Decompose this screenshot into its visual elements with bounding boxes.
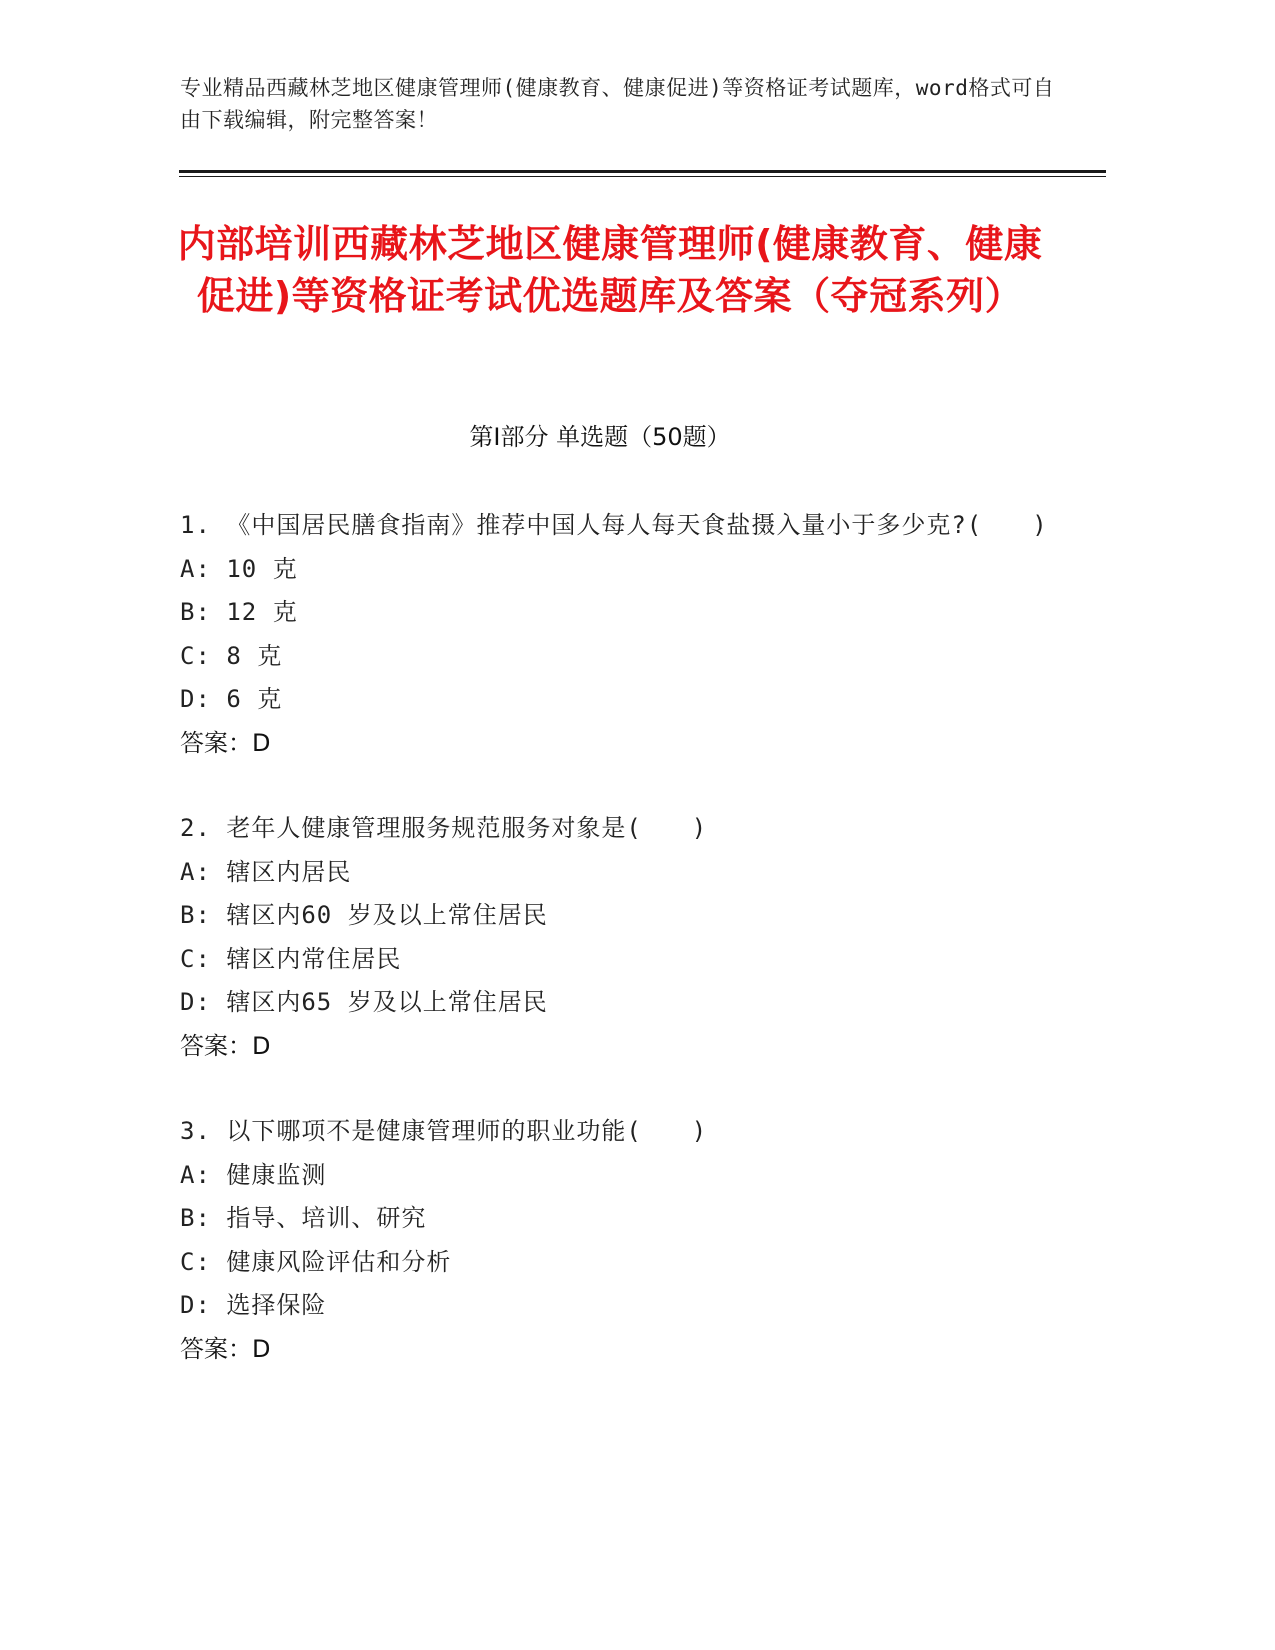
question-item (180, 504, 1060, 765)
option-a: A: 10 克 (180, 554, 298, 583)
header-note: 专业精品西藏林芝地区健康管理师(健康教育、健康促进)等资格证考试题库，word格式可自由下载编辑，附完整答案！ (180, 76, 1055, 132)
option-a: A: 健康监测 (180, 1160, 327, 1189)
option-b: B: 辖区内60 岁及以上常住居民 (180, 901, 548, 929)
question-text: 3. 以下哪项不是健康管理师的职业功能( ) (180, 1117, 708, 1145)
question-item (180, 1110, 1060, 1371)
question-text: 2. 老年人健康管理服务规范服务对象是( ) (180, 814, 708, 842)
option-c: C: 8 克 (180, 641, 283, 670)
header-divider-thin (179, 176, 1106, 177)
document-title: 内部培训西藏林芝地区健康管理师(健康教育、健康促进)等资格证考试优选题库及答案（夺冠系列） (177, 222, 1043, 318)
question-item (180, 807, 1060, 1068)
header-divider-thick (179, 170, 1106, 173)
section-title: 第Ⅰ部分 单选题（50题） (469, 423, 731, 451)
answer-text: 答案：D (180, 1334, 271, 1363)
option-a: A: 辖区内居民 (180, 857, 352, 886)
question-list (180, 504, 1060, 1413)
option-b: B: 12 克 (180, 598, 298, 626)
option-c: C: 辖区内常住居民 (180, 944, 402, 973)
answer-text: 答案：D (180, 728, 271, 757)
option-d: D: 6 克 (180, 685, 283, 713)
option-d: D: 选择保险 (180, 1291, 327, 1319)
question-text: 1. 《中国居民膳食指南》推荐中国人每人每天食盐摄入量小于多少克?( ) (180, 511, 1048, 539)
option-d: D: 辖区内65 岁及以上常住居民 (180, 988, 548, 1016)
option-c: C: 健康风险评估和分析 (180, 1247, 452, 1276)
answer-text: 答案：D (180, 1031, 271, 1060)
option-b: B: 指导、培训、研究 (180, 1204, 427, 1232)
